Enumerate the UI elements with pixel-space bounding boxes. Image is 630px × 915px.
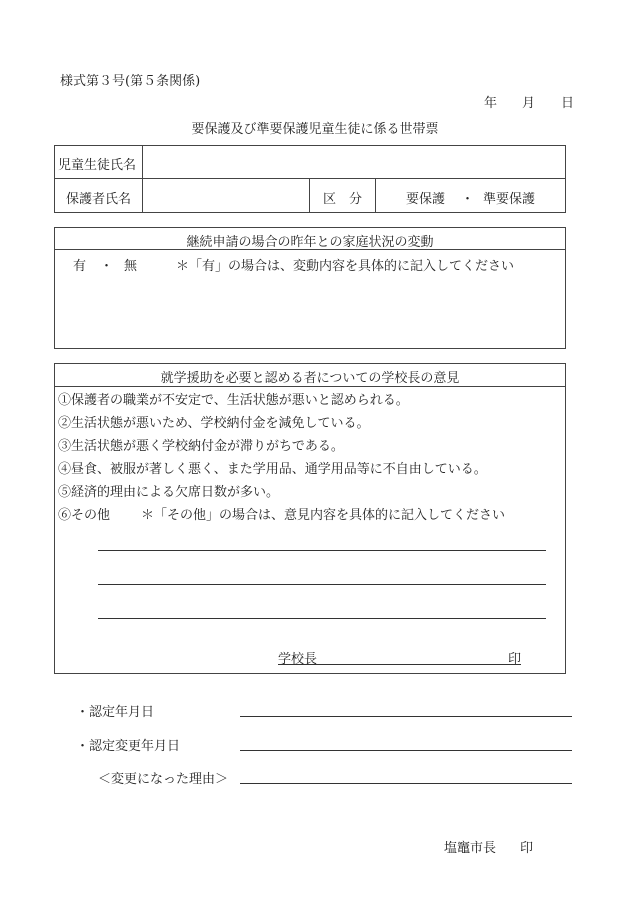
principal-signature-label: 学校長 xyxy=(278,652,318,667)
change-option-no[interactable]: 無 xyxy=(124,259,138,274)
change-date-label: ・認定変更年月日 xyxy=(76,739,181,754)
principal-opinion-item-2[interactable]: ②生活状態が悪いため、学校納付金を減免している。 xyxy=(58,416,370,431)
info-table-label-divider xyxy=(142,145,143,213)
category-label: 区 分 xyxy=(323,192,363,207)
category-option-required[interactable]: 要保護 xyxy=(406,192,446,207)
document-title: 要保護及び準要保護児童生徒に係る世帯票 xyxy=(191,122,439,137)
principal-seal-mark: 印 xyxy=(508,652,522,667)
change-reason-line[interactable] xyxy=(240,783,572,784)
principal-opinion-item-6[interactable]: ⑥その他 xyxy=(58,508,111,523)
principal-opinion-item-5[interactable]: ⑤経済的理由による欠席日数が多い。 xyxy=(58,485,280,500)
info-table-category-divider-left xyxy=(309,178,310,213)
change-section-heading: 継続申請の場合の昨年との家庭状況の変動 xyxy=(186,235,434,250)
change-section-note: ＊「有」の場合は、変動内容を具体的に記入してください xyxy=(176,259,515,274)
change-option-separator: ・ xyxy=(100,259,114,274)
guardian-name-label: 保護者氏名 xyxy=(66,192,132,207)
opinion-line-2[interactable] xyxy=(98,584,546,585)
category-option-semi-required[interactable]: 準要保護 xyxy=(483,192,536,207)
principal-opinion-item-1[interactable]: ①保護者の職業が不安定で、生活状態が悪いと認められる。 xyxy=(58,393,409,408)
opinion-line-1[interactable] xyxy=(98,550,546,551)
date-year-label: 年 xyxy=(484,96,498,111)
student-name-label: 児童生徒氏名 xyxy=(58,158,137,173)
principal-other-note: ＊「その他」の場合は、意見内容を具体的に記入してください xyxy=(141,508,506,523)
guardian-name-field[interactable] xyxy=(145,181,307,211)
student-name-field[interactable] xyxy=(145,148,563,176)
mayor-seal-mark: 印 xyxy=(520,841,534,856)
principal-opinion-item-3[interactable]: ③生活状態が悪く学校納付金が滞りがちである。 xyxy=(58,439,344,454)
change-reason-label: ＜変更になった理由＞ xyxy=(98,772,229,787)
date-month-label: 月 xyxy=(522,96,536,111)
principal-opinion-item-4[interactable]: ④昼食、被服が著しく悪く、また学用品、通学用品等に不自由している。 xyxy=(58,462,487,477)
principal-section-heading: 就学援助を必要と認める者についての学校長の意見 xyxy=(160,371,460,386)
approval-date-label: ・認定年月日 xyxy=(76,705,155,720)
principal-section-header-divider xyxy=(54,386,566,387)
mayor-label: 塩竈市長 xyxy=(444,841,497,856)
opinion-line-3[interactable] xyxy=(98,618,546,619)
approval-date-line[interactable] xyxy=(240,716,572,717)
change-details-field[interactable] xyxy=(58,276,562,346)
info-table-category-divider-right xyxy=(375,178,376,213)
change-date-line[interactable] xyxy=(240,750,572,751)
change-option-yes[interactable]: 有 xyxy=(73,259,87,274)
form-number: 様式第３号(第５条関係) xyxy=(60,74,201,89)
date-day-label: 日 xyxy=(561,96,575,111)
info-table-row-divider xyxy=(54,178,566,179)
category-separator: ・ xyxy=(461,192,475,207)
principal-signature-line[interactable] xyxy=(278,664,521,665)
